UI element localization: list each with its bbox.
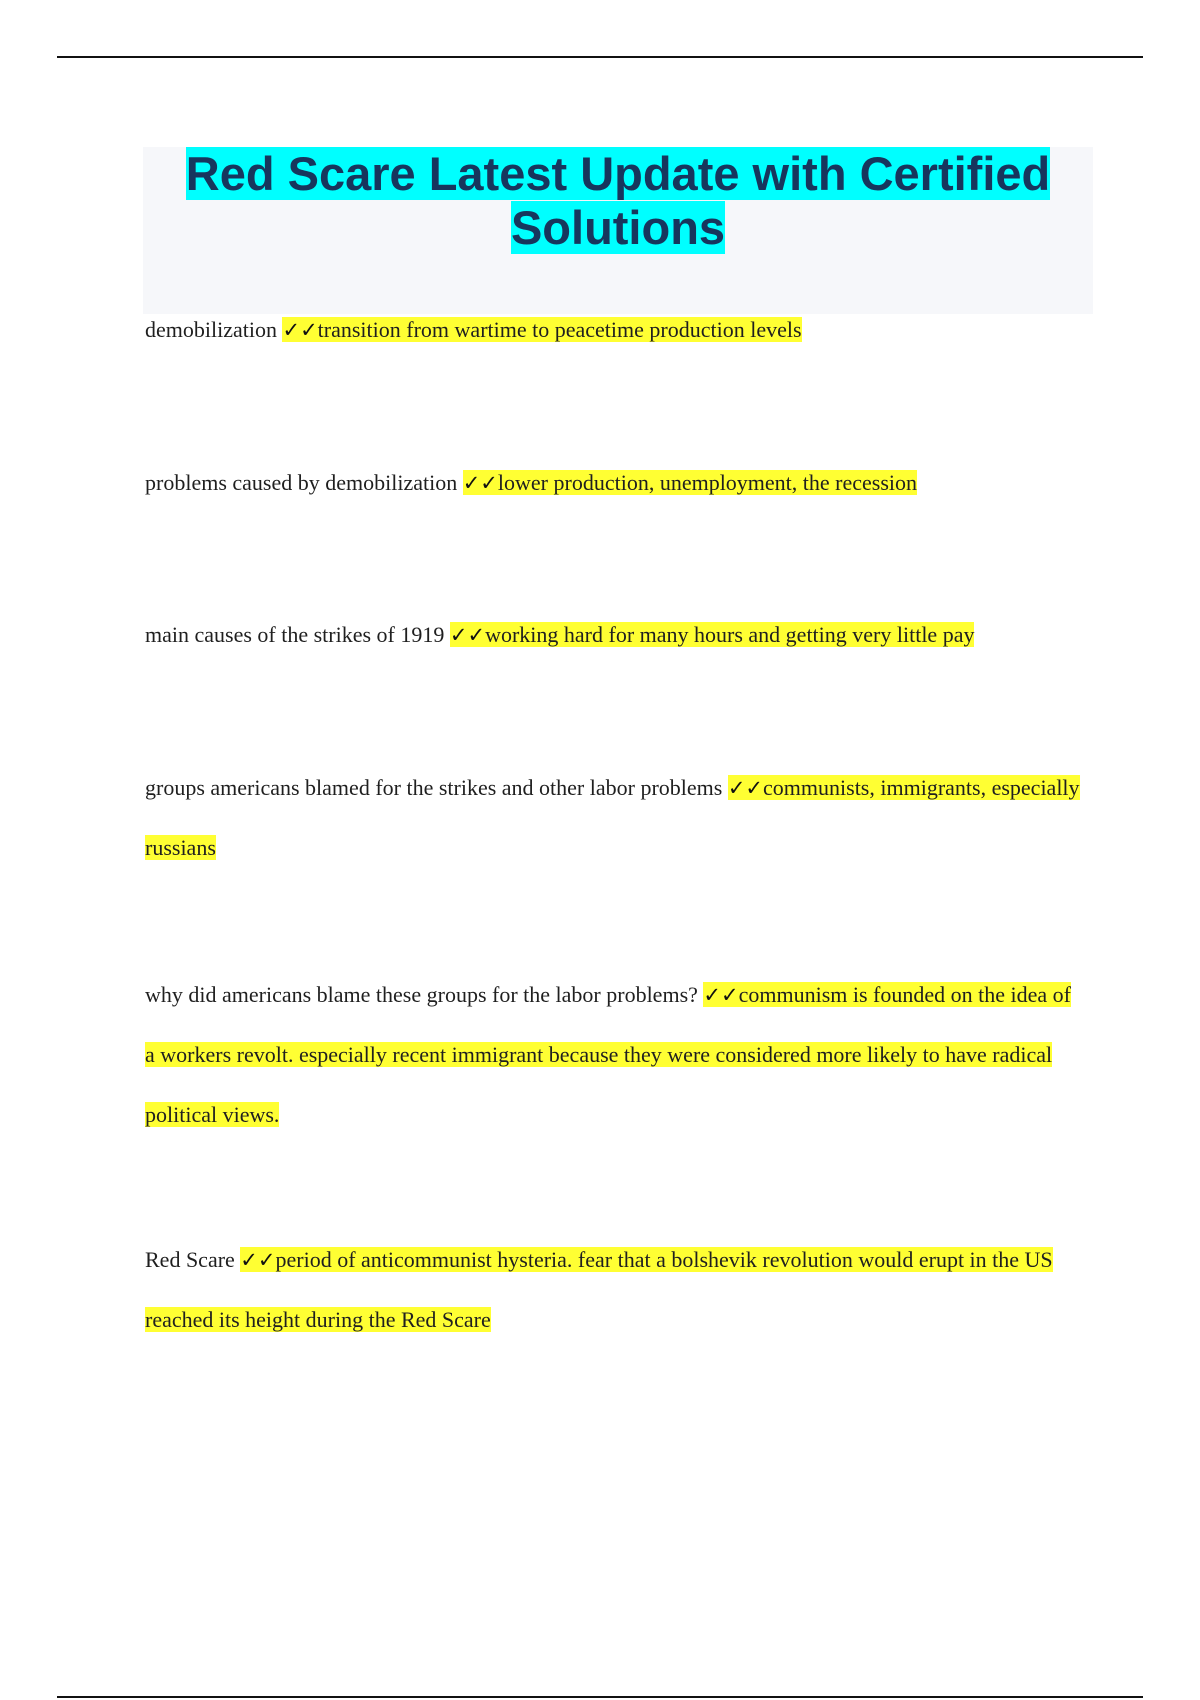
double-check-icon: ✓✓ xyxy=(240,1248,276,1272)
qa-answer-text: transition from wartime to peacetime production levels xyxy=(317,317,802,342)
qa-answer xyxy=(145,1247,1053,1332)
double-check-icon: ✓✓ xyxy=(282,318,318,342)
qa-term: why did americans blame these groups for the labor problems? xyxy=(145,982,698,1007)
qa-entry xyxy=(145,453,1085,513)
qa-answer-text: communists, immigrants, especially russians xyxy=(145,775,1080,860)
page-title xyxy=(143,147,1093,255)
qa-entry xyxy=(145,1230,1085,1350)
qa-answer-text: period of anticommunist hysteria. fear that a bolshevik revolution would erupt in the US reached its height during the Red Scare xyxy=(145,1247,1053,1332)
double-check-icon: ✓✓ xyxy=(703,983,739,1007)
double-check-icon: ✓✓ xyxy=(449,623,486,647)
qa-term: main causes of the strikes of 1919 xyxy=(145,622,445,647)
qa-term: problems caused by demobilization xyxy=(145,470,458,495)
qa-entry xyxy=(145,965,1085,1145)
qa-term: Red Scare xyxy=(145,1247,235,1272)
qa-answer xyxy=(463,470,917,495)
qa-answer xyxy=(282,317,801,342)
qa-entry xyxy=(145,300,1085,360)
qa-answer xyxy=(450,622,975,647)
double-check-icon: ✓✓ xyxy=(462,471,498,495)
bottom-rule xyxy=(57,1696,1143,1698)
qa-term: demobilization xyxy=(145,317,277,342)
qa-entry xyxy=(145,758,1085,878)
double-check-icon: ✓✓ xyxy=(727,776,764,800)
qa-term: groups americans blamed for the strikes and other labor problems xyxy=(145,775,723,800)
page-title-text: Red Scare Latest Update with Certified Solutions xyxy=(185,147,1051,254)
qa-answer-text: communism is founded on the idea of a workers revolt. especially recent immigrant because they were considered more likely to have radical political views. xyxy=(145,982,1071,1127)
qa-answer-text: working hard for many hours and getting very little pay xyxy=(485,622,975,647)
qa-answer-text: lower production, unemployment, the recession xyxy=(497,470,918,495)
qa-entry xyxy=(145,605,1085,665)
title-block xyxy=(143,147,1093,314)
top-rule xyxy=(57,56,1143,58)
